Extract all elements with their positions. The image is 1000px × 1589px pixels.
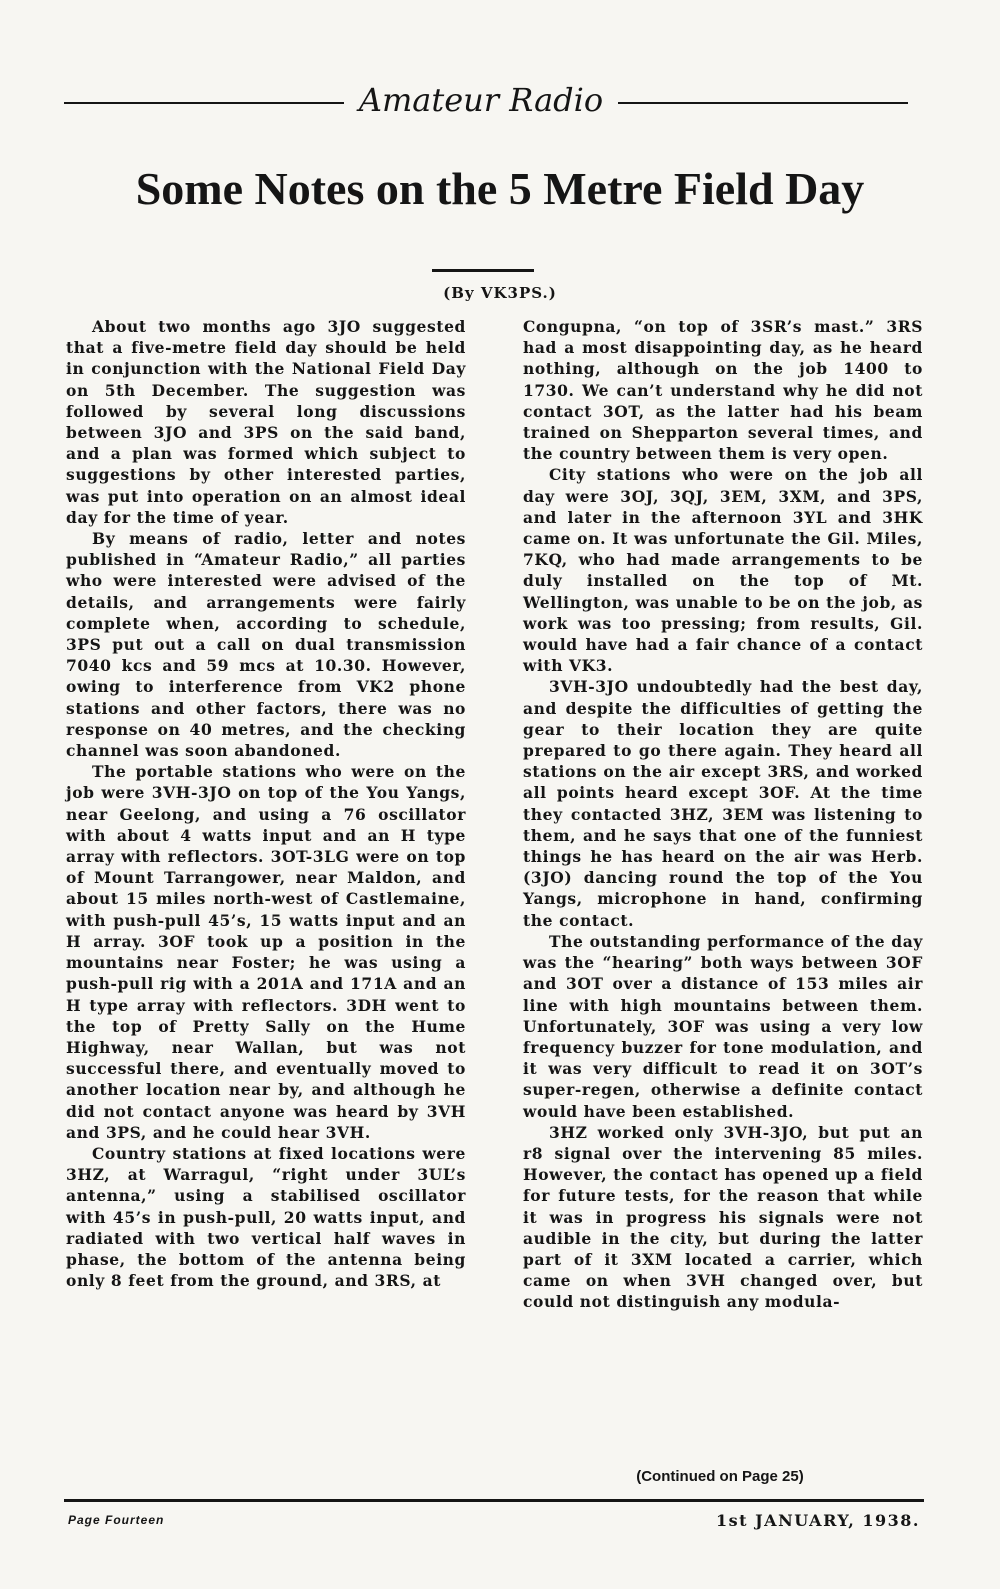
masthead-rule-left <box>64 102 344 104</box>
paragraph: Congupna, “on top of 3SR’s mast.” 3RS had a most disappointing day, as he heard nothing, although on the job 1400 to 1730. We can’t understand why he did not contact 3OT, as the latter had his beam trained on Shepparton several times, and the country between them is very open. <box>523 317 923 464</box>
right-column <box>523 316 923 1313</box>
paragraph: The outstanding performance of the day was the “hearing” both ways between 3OF and 3OT over a distance of 153 miles air line with high mountains between them. Unfortunately, 3OF was using a very low frequency buzzer for tone modulation, and it was very difficult to read it on 3OT’s super-regen, otherwise a definite contact would have been established. <box>523 931 923 1121</box>
article-byline: (By VK3PS.) <box>443 284 557 302</box>
paragraph: About two months ago 3JO suggested that a five-metre field day should be held in conjunction with the National Field Day on 5th December. The suggestion was followed by several long discussions between 3JO and 3PS on the said band, and a plan was formed which subject to suggestions by other interested parties, was put into operation on an almost ideal day for the time of year. <box>66 317 466 527</box>
masthead-rule-right <box>618 102 908 104</box>
article-title: Some Notes on the 5 Metre Field Day <box>135 163 865 214</box>
issue-date: 1st JANUARY, 1938. <box>716 1511 920 1530</box>
title-underline <box>432 269 534 272</box>
paragraph: Country stations at fixed locations were 3HZ, at Warragul, “right under 3UL’s antenna,” using a stabilised oscillator with 45’s in push-pull, 20 watts input, and radiated with two vertical half waves in phase, the bottom of the antenna being only 8 feet from the ground, and 3RS, at <box>66 1143 466 1291</box>
footer-rule <box>64 1499 924 1502</box>
paragraph: 3VH-3JO undoubtedly had the best day, and despite the difficulties of getting the gear to their location they are quite prepared to go there again. They heard all stations on the air except 3RS, and worked all points heard except 3OF. At the time they contacted 3HZ, 3EM was listening to them, and he says that one of the funniest things he has heard on the air was Herb. (3JO) dancing round the top of the You Yangs, microphone in hand, confirming the contact. <box>523 677 923 930</box>
continued-note: (Continued on Page 25) <box>636 1468 804 1485</box>
masthead <box>64 78 908 122</box>
paragraph: By means of radio, letter and notes published in “Amateur Radio,” all parties who were interested were advised of the details, and arrangements were fairly complete when, according to schedule, 3PS put out a call on dual transmission 7040 kcs and 59 mcs at 10.30. However, owing to interference from VK2 phone stations and other factors, there was no response on 40 metres, and the checking channel was soon abandoned. <box>66 529 466 761</box>
paragraph: City stations who were on the job all day were 3OJ, 3QJ, 3EM, 3XM, and 3PS, and later in the afternoon 3YL and 3HK came on. It was unfortunate the Gil. Miles, 7KQ, who had made arrangements to be duly installed on the top of Mt. Wellington, was unable to be on the job, as work was too pressing; from results, Gil. would have had a fair chance of a contact with VK3. <box>523 465 923 676</box>
paragraph: 3HZ worked only 3VH-3JO, but put an r8 signal over the intervening 85 miles. However, the contact has opened up a field for future tests, for the reason that while it was in progress his signals were not audible in the city, but during the latter part of it 3XM located a carrier, which came on when 3VH changed over, but could not distinguish any modula- <box>523 1122 923 1312</box>
page-number: Page Fourteen <box>68 1513 165 1527</box>
left-column <box>66 316 466 1291</box>
paragraph: The portable stations who were on the job were 3VH-3JO on top of the You Yangs, near Geelong, and using a 76 oscillator with about 4 watts input and an H type array with reflectors. 3OT-3LG were on top of Mount Tarrangower, near Maldon, and about 15 miles north-west of Castlemaine, with push-pull 45’s, 15 watts input and an H array. 3OF took up a position in the mountains near Foster; he was using a push-pull rig with a 201A and 171A and an H type array with reflectors. 3DH went to the top of Pretty Sally on the Hume Highway, near Wallan, but was not successful there, and eventually moved to another location near by, and although he did not contact anyone was heard by 3VH and 3PS, and he could hear 3VH. <box>66 762 466 1142</box>
masthead-title: Amateur Radio <box>358 81 604 119</box>
